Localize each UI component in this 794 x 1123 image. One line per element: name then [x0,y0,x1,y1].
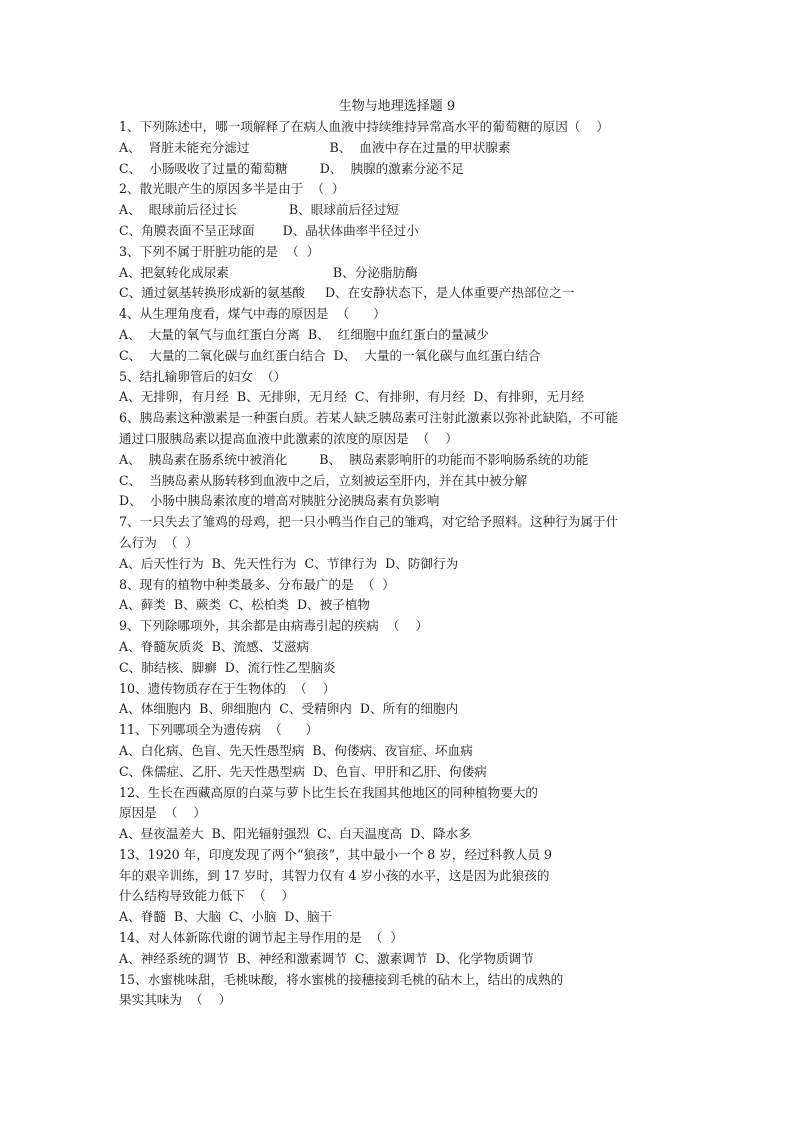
text-line: 1、下列陈述中，哪一项解释了在病人血液中持续维持异常高水平的葡萄糖的原因（ ） [119,119,609,134]
text-line: 9、下列除哪项外，其余都是由病毒引起的疾病 （ ） [119,618,429,634]
text-line: 原因是 （ ） [119,805,206,821]
text-line: A、白化病、色盲、先天性愚型病 B、佝偻病、夜盲症、坏血病 [119,742,473,758]
text-line: A、 大量的氧气与血红蛋白分离 B、 红细胞中血红蛋白的量减少 [119,326,489,342]
text-line: C、 大量的二氧化碳与血红蛋白结合 D、 大量的一氧化碳与血红蛋白结合 [119,347,541,363]
text-line: 6、胰岛素这种激素是一种蛋白质。若某人缺乏胰岛素可注射此激素以弥补此缺陷，不可能 [119,410,619,426]
text-line: A、 胰岛素在肠系统中被消化 B、 胰岛素影响肝的功能而不影响肠系统的功能 [119,451,589,467]
text-line: 12、生长在西藏高原的白菜与萝卜比生长在我国其他地区的同种植物要大的 [119,784,539,800]
text-line: 7、一只失去了雏鸡的母鸡，把一只小鸭当作自己的雏鸡，对它给予照料。这种行为属于什 [119,514,619,530]
text-line: C、侏儒症、乙肝、先天性愚型病 D、色盲、甲肝和乙肝、佝偻病 [119,763,487,779]
text-line: 果实其味为 （ ） [119,992,232,1008]
text-line: A、昼夜温差大 B、阳光辐射强烈 C、白天温度高 D、降水多 [119,826,471,842]
text-line: 14、对人体新陈代谢的调节起主导作用的是 （ ） [119,930,403,946]
text-line: A、脊髓 B、大脑 C、小脑 D、脑干 [119,909,333,925]
text-line: A、把氨转化成尿素 B、分泌脂肪酶 [119,264,418,280]
text-line: A、脊髓灰质炎 B、流感、艾滋病 [119,638,310,654]
text-line: C、通过氨基转换形成新的氨基酸 D、在安静状态下，是人体重要产热部位之一 [119,285,575,301]
text-line: 4、从生理角度看，煤气中毒的原因是 （ ） [119,306,386,322]
text-line: 2、散光眼产生的原因多半是由于 （ ） [119,181,345,197]
text-line: A、 肾脏未能充分滤过 B、 血液中存在过量的甲状腺素 [119,139,511,155]
text-line: A、神经系统的调节 B、神经和激素调节 C、激素调节 D、化学物质调节 [119,950,534,966]
text-line: A、无排卵，有月经 B、无排卵，无月经 C、有排卵，有月经 D、有排卵，无月经 [119,389,585,405]
text-line: A、藓类 B、蕨类 C、松柏类 D、被子植物 [119,597,371,613]
text-line: A、后天性行为 B、先天性行为 C、节律行为 D、防御行为 [119,555,459,571]
text-line: 通过口服胰岛素以提高血液中此激素的浓度的原因是 （ ） [119,430,458,446]
text-line: A、体细胞内 B、卵细胞内 C、受精卵内 D、所有的细胞内 [119,701,459,717]
text-line: D、 小肠中胰岛素浓度的增高对胰脏分泌胰岛素有负影响 [119,493,440,509]
text-line: A、 眼球前后径过长 B、眼球前后径过短 [119,202,399,218]
text-line: 什么结构导致能力低下 （ ） [119,888,295,904]
text-line: 8、现有的植物中种类最多、分布最广的是 （ ） [119,576,395,592]
question-list [119,117,699,1011]
text-line: 10、遗传物质存在于生物体的 （ ） [119,680,336,696]
text-line: 15、水蜜桃味甜，毛桃味酸，将水蜜桃的接穗接到毛桃的砧木上，结出的成熟的 [119,971,564,987]
text-line: 年的艰辛训练，到 17 岁时，其智力仅有 4 岁小孩的水平，这是因为此狼孩的 [119,867,550,883]
text-line: C、角膜表面不呈正球面 D、晶状体曲率半径过小 [119,222,419,238]
text-line: 3、下列不属于肝脏功能的是 （ ） [119,243,320,259]
document-title: 生物与地理选择题 9 [338,99,456,114]
text-line: 11、下列哪项全为遗传病 （ ） [119,722,319,738]
text-line: C、肺结核、脚癣 D、流行性乙型脑炎 [119,659,336,675]
text-line: 么行为 （ ） [119,534,198,550]
text-line: C、 小肠吸收了过量的葡萄糖 D、 胰腺的激素分泌不足 [119,160,464,176]
text-line: C、 当胰岛素从肠转移到血液中之后，立刻被运至肝内，并在其中被分解 [119,472,528,488]
text-line: 13、1920 年，印度发现了两个“狼孩”，其中最小一个 8 岁，经过科教人员 9 [119,846,553,862]
text-line: 5、结扎输卵管后的妇女 （） [119,368,287,384]
